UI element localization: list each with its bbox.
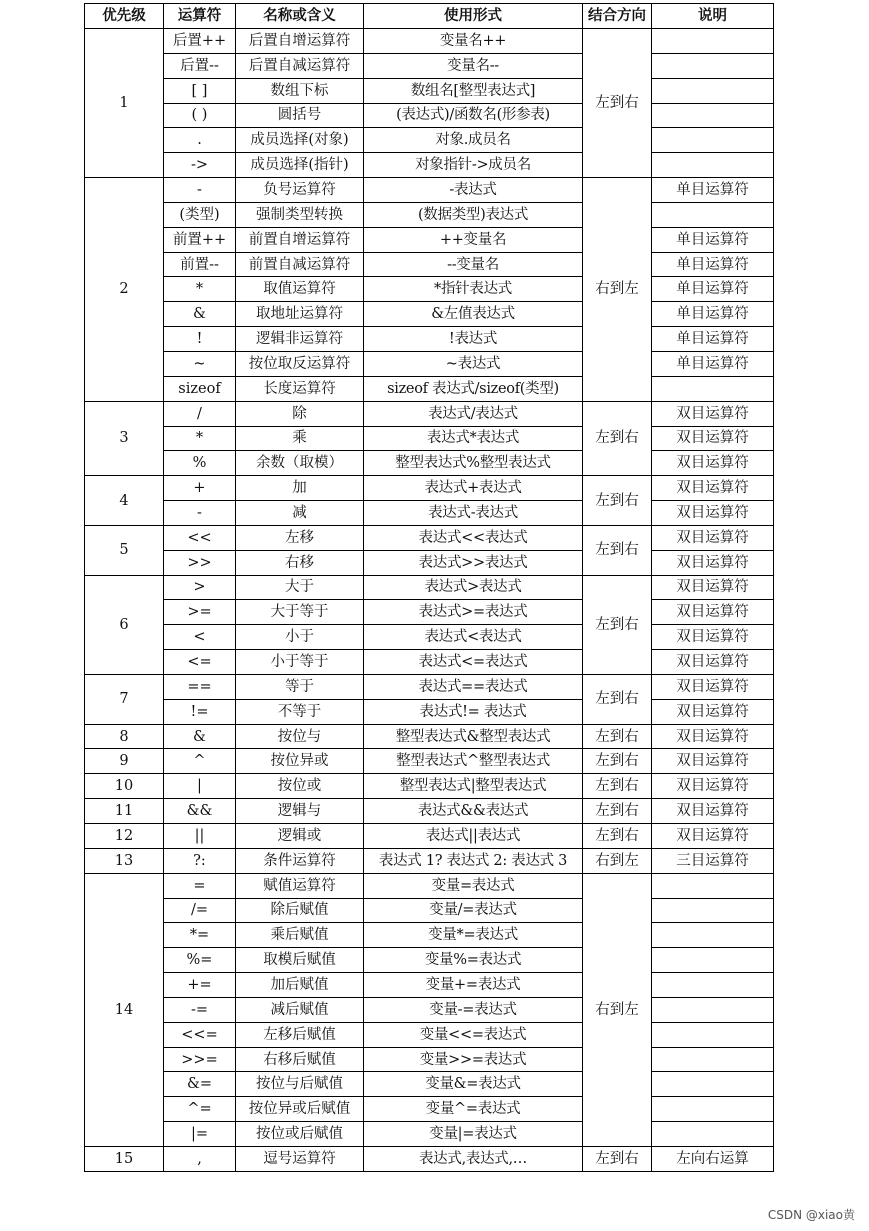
direction-cell: 左到右 <box>583 724 652 749</box>
priority-cell: 5 <box>85 525 164 575</box>
header-operator: 运算符 <box>164 4 236 29</box>
priority-cell: 12 <box>85 824 164 849</box>
form-cell: 表达式+表达式 <box>364 476 583 501</box>
name-cell: 逻辑或 <box>236 824 364 849</box>
form-cell: 变量>>=表达式 <box>364 1047 583 1072</box>
operator-cell: [ ] <box>164 78 236 103</box>
name-cell: 条件运算符 <box>236 848 364 873</box>
operator-cell: + <box>164 476 236 501</box>
form-cell: *指针表达式 <box>364 277 583 302</box>
table-row <box>85 1022 774 1047</box>
name-cell: 减 <box>236 501 364 526</box>
priority-cell: 7 <box>85 674 164 724</box>
operator-cell: &= <box>164 1072 236 1097</box>
name-cell: 成员选择(指针) <box>236 153 364 178</box>
note-cell: 双目运算符 <box>652 724 774 749</box>
form-cell: 表达式<表达式 <box>364 625 583 650</box>
note-cell <box>652 103 774 128</box>
table-row <box>85 625 774 650</box>
name-cell: 取值运算符 <box>236 277 364 302</box>
name-cell: 右移 <box>236 550 364 575</box>
name-cell: 后置自增运算符 <box>236 29 364 54</box>
note-cell: 左向右运算 <box>652 1146 774 1171</box>
form-cell: 变量=表达式 <box>364 873 583 898</box>
form-cell: 整型表达式%整型表达式 <box>364 451 583 476</box>
table-row <box>85 53 774 78</box>
form-cell: 对象.成员名 <box>364 128 583 153</box>
form-cell: !表达式 <box>364 327 583 352</box>
name-cell: 按位或 <box>236 774 364 799</box>
note-cell <box>652 1072 774 1097</box>
form-cell: 表达式>表达式 <box>364 575 583 600</box>
table-body <box>85 29 774 1172</box>
note-cell: 单目运算符 <box>652 227 774 252</box>
operator-cell: & <box>164 302 236 327</box>
table-row <box>85 376 774 401</box>
form-cell: 变量+=表达式 <box>364 973 583 998</box>
operator-cell: ( ) <box>164 103 236 128</box>
direction-cell: 左到右 <box>583 525 652 575</box>
name-cell: 按位与 <box>236 724 364 749</box>
note-cell <box>652 53 774 78</box>
operator-cell: sizeof <box>164 376 236 401</box>
note-cell <box>652 923 774 948</box>
priority-cell: 11 <box>85 799 164 824</box>
operator-cell: -= <box>164 997 236 1022</box>
direction-cell: 右到左 <box>583 873 652 1146</box>
table-row <box>85 202 774 227</box>
note-cell <box>652 1047 774 1072</box>
table-row <box>85 1047 774 1072</box>
form-cell: (表达式)/函数名(形参表) <box>364 103 583 128</box>
priority-cell: 9 <box>85 749 164 774</box>
form-cell: 表达式,表达式,… <box>364 1146 583 1171</box>
name-cell: 逻辑与 <box>236 799 364 824</box>
priority-cell: 1 <box>85 29 164 178</box>
table-row <box>85 1097 774 1122</box>
operator-cell: | <box>164 774 236 799</box>
note-cell <box>652 153 774 178</box>
name-cell: 按位或后赋值 <box>236 1122 364 1147</box>
operator-cell: || <box>164 824 236 849</box>
name-cell: 按位与后赋值 <box>236 1072 364 1097</box>
note-cell: 双目运算符 <box>652 501 774 526</box>
form-cell: 表达式||表达式 <box>364 824 583 849</box>
priority-cell: 15 <box>85 1146 164 1171</box>
name-cell: 负号运算符 <box>236 178 364 203</box>
form-cell: sizeof 表达式/sizeof(类型) <box>364 376 583 401</box>
table-row <box>85 674 774 699</box>
note-cell: 双目运算符 <box>652 799 774 824</box>
header-form: 使用形式 <box>364 4 583 29</box>
table-row <box>85 277 774 302</box>
direction-cell: 右到左 <box>583 178 652 402</box>
priority-cell: 6 <box>85 575 164 674</box>
table-row <box>85 302 774 327</box>
operator-cell: > <box>164 575 236 600</box>
priority-cell: 13 <box>85 848 164 873</box>
operator-cell: 后置-- <box>164 53 236 78</box>
name-cell: 后置自减运算符 <box>236 53 364 78</box>
operator-cell: < <box>164 625 236 650</box>
note-cell <box>652 973 774 998</box>
name-cell: 圆括号 <box>236 103 364 128</box>
direction-cell: 左到右 <box>583 29 652 178</box>
name-cell: 按位异或后赋值 <box>236 1097 364 1122</box>
name-cell: 逻辑非运算符 <box>236 327 364 352</box>
operator-cell: 前置-- <box>164 252 236 277</box>
table-row <box>85 351 774 376</box>
priority-cell: 3 <box>85 401 164 476</box>
form-cell: 整型表达式|整型表达式 <box>364 774 583 799</box>
operator-cell: 前置++ <box>164 227 236 252</box>
table-row <box>85 898 774 923</box>
table-row <box>85 724 774 749</box>
name-cell: 减后赋值 <box>236 997 364 1022</box>
operator-cell: >> <box>164 550 236 575</box>
table-row <box>85 252 774 277</box>
name-cell: 左移 <box>236 525 364 550</box>
operator-cell: / <box>164 401 236 426</box>
form-cell: 表达式*表达式 <box>364 426 583 451</box>
form-cell: 变量^=表达式 <box>364 1097 583 1122</box>
form-cell: ~表达式 <box>364 351 583 376</box>
table-row <box>85 799 774 824</box>
direction-cell: 左到右 <box>583 824 652 849</box>
note-cell: 双目运算符 <box>652 575 774 600</box>
note-cell: 单目运算符 <box>652 351 774 376</box>
form-cell: 变量-=表达式 <box>364 997 583 1022</box>
table-row <box>85 650 774 675</box>
name-cell: 逗号运算符 <box>236 1146 364 1171</box>
name-cell: 除后赋值 <box>236 898 364 923</box>
table-row <box>85 103 774 128</box>
name-cell: 乘后赋值 <box>236 923 364 948</box>
form-cell: 变量<<=表达式 <box>364 1022 583 1047</box>
name-cell: 大于 <box>236 575 364 600</box>
operator-cell: *= <box>164 923 236 948</box>
operator-cell: << <box>164 525 236 550</box>
note-cell: 单目运算符 <box>652 252 774 277</box>
operator-precedence-table <box>84 3 774 1172</box>
table-row <box>85 29 774 54</box>
form-cell: -表达式 <box>364 178 583 203</box>
operator-cell: |= <box>164 1122 236 1147</box>
operator-cell: , <box>164 1146 236 1171</box>
name-cell: 右移后赋值 <box>236 1047 364 1072</box>
note-cell: 双目运算符 <box>652 699 774 724</box>
table-row <box>85 501 774 526</box>
note-cell <box>652 898 774 923</box>
operator-cell: <= <box>164 650 236 675</box>
name-cell: 前置自减运算符 <box>236 252 364 277</box>
operator-cell: ^ <box>164 749 236 774</box>
table-row <box>85 153 774 178</box>
operator-cell: != <box>164 699 236 724</box>
note-cell: 双目运算符 <box>652 600 774 625</box>
form-cell: 整型表达式&整型表达式 <box>364 724 583 749</box>
form-cell: 表达式-表达式 <box>364 501 583 526</box>
operator-cell: ! <box>164 327 236 352</box>
name-cell: 取地址运算符 <box>236 302 364 327</box>
note-cell <box>652 29 774 54</box>
operator-cell: 后置++ <box>164 29 236 54</box>
operator-cell: /= <box>164 898 236 923</box>
form-cell: (数据类型)表达式 <box>364 202 583 227</box>
note-cell: 双目运算符 <box>652 625 774 650</box>
operator-cell: ?: <box>164 848 236 873</box>
header-direction: 结合方向 <box>583 4 652 29</box>
operator-cell: = <box>164 873 236 898</box>
name-cell: 前置自增运算符 <box>236 227 364 252</box>
table-row <box>85 824 774 849</box>
table-row <box>85 848 774 873</box>
note-cell: 单目运算符 <box>652 327 774 352</box>
direction-cell: 左到右 <box>583 476 652 526</box>
note-cell: 双目运算符 <box>652 674 774 699</box>
priority-cell: 4 <box>85 476 164 526</box>
watermark: CSDN @xiao黄 <box>767 1208 855 1222</box>
form-cell: 变量名++ <box>364 29 583 54</box>
form-cell: 表达式==表达式 <box>364 674 583 699</box>
operator-cell: >>= <box>164 1047 236 1072</box>
note-cell <box>652 202 774 227</box>
form-cell: 对象指针->成员名 <box>364 153 583 178</box>
table-row <box>85 327 774 352</box>
note-cell <box>652 873 774 898</box>
form-cell: 表达式>>表达式 <box>364 550 583 575</box>
name-cell: 小于等于 <box>236 650 364 675</box>
direction-cell: 左到右 <box>583 749 652 774</box>
note-cell <box>652 128 774 153</box>
table-row <box>85 178 774 203</box>
operator-cell: += <box>164 973 236 998</box>
form-cell: 表达式&&表达式 <box>364 799 583 824</box>
name-cell: 小于 <box>236 625 364 650</box>
form-cell: 变量%=表达式 <box>364 948 583 973</box>
name-cell: 等于 <box>236 674 364 699</box>
note-cell: 双目运算符 <box>652 451 774 476</box>
direction-cell: 左到右 <box>583 575 652 674</box>
table-row <box>85 923 774 948</box>
name-cell: 长度运算符 <box>236 376 364 401</box>
name-cell: 赋值运算符 <box>236 873 364 898</box>
form-cell: 变量名-- <box>364 53 583 78</box>
table-row <box>85 997 774 1022</box>
note-cell <box>652 948 774 973</box>
operator-cell: %= <box>164 948 236 973</box>
name-cell: 成员选择(对象) <box>236 128 364 153</box>
operator-cell: == <box>164 674 236 699</box>
note-cell: 单目运算符 <box>652 178 774 203</box>
header-note: 说明 <box>652 4 774 29</box>
note-cell <box>652 1022 774 1047</box>
operator-cell: - <box>164 501 236 526</box>
form-cell: 变量*=表达式 <box>364 923 583 948</box>
table-row <box>85 774 774 799</box>
name-cell: 加 <box>236 476 364 501</box>
table-row <box>85 600 774 625</box>
table-row <box>85 401 774 426</box>
priority-cell: 2 <box>85 178 164 402</box>
name-cell: 不等于 <box>236 699 364 724</box>
name-cell: 取模后赋值 <box>236 948 364 973</box>
table-row <box>85 873 774 898</box>
direction-cell: 左到右 <box>583 799 652 824</box>
header-priority: 优先级 <box>85 4 164 29</box>
name-cell: 左移后赋值 <box>236 1022 364 1047</box>
form-cell: 表达式<=表达式 <box>364 650 583 675</box>
note-cell: 双目运算符 <box>652 525 774 550</box>
table-row <box>85 948 774 973</box>
name-cell: 乘 <box>236 426 364 451</box>
form-cell: 数组名[整型表达式] <box>364 78 583 103</box>
form-cell: 变量|=表达式 <box>364 1122 583 1147</box>
form-cell: 整型表达式^整型表达式 <box>364 749 583 774</box>
form-cell: 表达式 1? 表达式 2: 表达式 3 <box>364 848 583 873</box>
table-row <box>85 476 774 501</box>
table-row <box>85 426 774 451</box>
table-row <box>85 1072 774 1097</box>
table-row <box>85 128 774 153</box>
name-cell: 加后赋值 <box>236 973 364 998</box>
table-row <box>85 525 774 550</box>
direction-cell: 右到左 <box>583 848 652 873</box>
form-cell: 变量/=表达式 <box>364 898 583 923</box>
note-cell <box>652 1122 774 1147</box>
operator-cell: * <box>164 426 236 451</box>
header-row <box>85 4 774 29</box>
operator-cell: ~ <box>164 351 236 376</box>
table-row <box>85 973 774 998</box>
operator-cell: && <box>164 799 236 824</box>
note-cell <box>652 997 774 1022</box>
form-cell: 变量&=表达式 <box>364 1072 583 1097</box>
name-cell: 除 <box>236 401 364 426</box>
name-cell: 按位取反运算符 <box>236 351 364 376</box>
table-row <box>85 699 774 724</box>
form-cell: 表达式/表达式 <box>364 401 583 426</box>
priority-cell: 10 <box>85 774 164 799</box>
name-cell: 强制类型转换 <box>236 202 364 227</box>
form-cell: ++变量名 <box>364 227 583 252</box>
form-cell: &左值表达式 <box>364 302 583 327</box>
operator-cell: - <box>164 178 236 203</box>
name-cell: 余数（取模） <box>236 451 364 476</box>
operator-cell: & <box>164 724 236 749</box>
form-cell: 表达式<<表达式 <box>364 525 583 550</box>
operator-cell: <<= <box>164 1022 236 1047</box>
direction-cell: 左到右 <box>583 401 652 476</box>
operator-cell: % <box>164 451 236 476</box>
note-cell <box>652 376 774 401</box>
note-cell <box>652 78 774 103</box>
operator-cell: (类型) <box>164 202 236 227</box>
form-cell: 表达式!= 表达式 <box>364 699 583 724</box>
table-row <box>85 749 774 774</box>
table-row <box>85 78 774 103</box>
direction-cell: 左到右 <box>583 1146 652 1171</box>
operator-cell: >= <box>164 600 236 625</box>
note-cell: 双目运算符 <box>652 650 774 675</box>
direction-cell: 左到右 <box>583 674 652 724</box>
priority-cell: 8 <box>85 724 164 749</box>
operator-cell: ^= <box>164 1097 236 1122</box>
note-cell: 双目运算符 <box>652 476 774 501</box>
operator-cell: * <box>164 277 236 302</box>
operator-cell: -> <box>164 153 236 178</box>
table-row <box>85 550 774 575</box>
note-cell: 双目运算符 <box>652 749 774 774</box>
name-cell: 按位异或 <box>236 749 364 774</box>
table-row <box>85 451 774 476</box>
table-row <box>85 227 774 252</box>
header-name: 名称或含义 <box>236 4 364 29</box>
table-row <box>85 1122 774 1147</box>
note-cell <box>652 1097 774 1122</box>
name-cell: 数组下标 <box>236 78 364 103</box>
note-cell: 单目运算符 <box>652 302 774 327</box>
form-cell: 表达式>=表达式 <box>364 600 583 625</box>
priority-cell: 14 <box>85 873 164 1146</box>
note-cell: 双目运算符 <box>652 824 774 849</box>
note-cell: 双目运算符 <box>652 774 774 799</box>
name-cell: 大于等于 <box>236 600 364 625</box>
note-cell: 单目运算符 <box>652 277 774 302</box>
table-row <box>85 1146 774 1171</box>
note-cell: 双目运算符 <box>652 426 774 451</box>
note-cell: 双目运算符 <box>652 550 774 575</box>
direction-cell: 左到右 <box>583 774 652 799</box>
note-cell: 双目运算符 <box>652 401 774 426</box>
table-row <box>85 575 774 600</box>
form-cell: --变量名 <box>364 252 583 277</box>
note-cell: 三目运算符 <box>652 848 774 873</box>
operator-cell: . <box>164 128 236 153</box>
